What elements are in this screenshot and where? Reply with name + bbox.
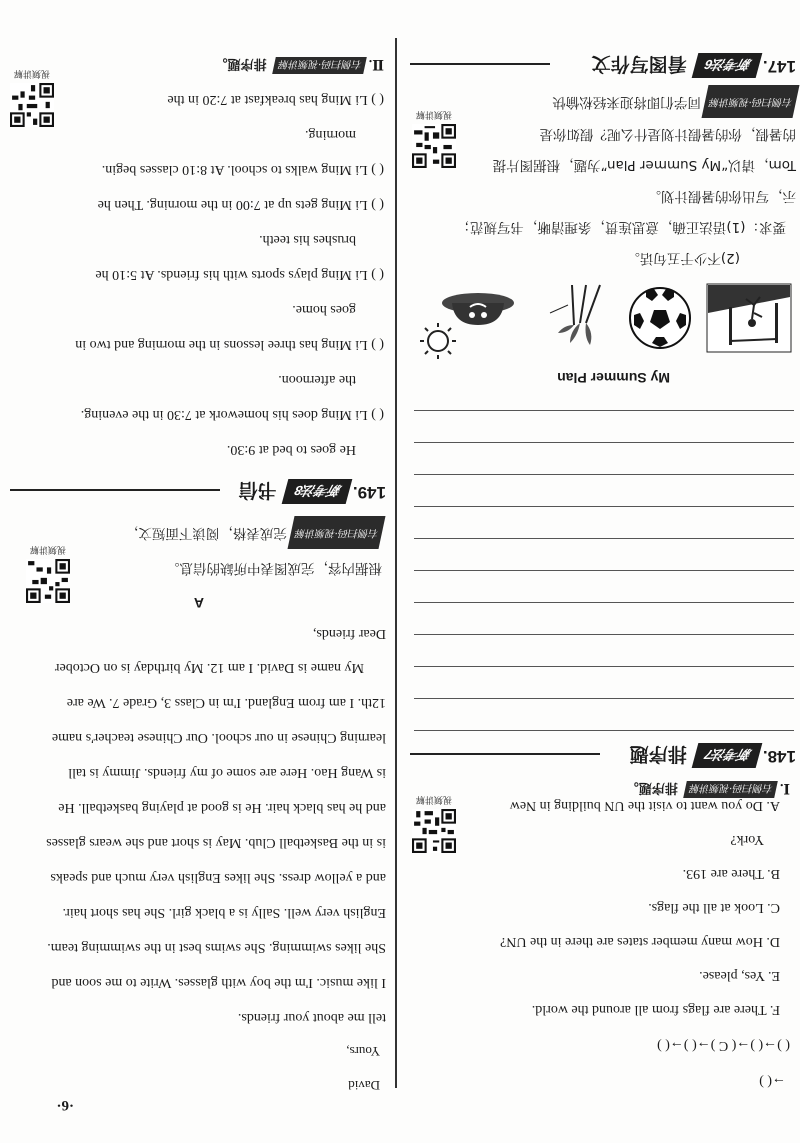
letter-line-10: I like music. I'm the boy with glasses. Write to me soon and: [51, 975, 386, 990]
letter-line-11: tell me about your friends.: [237, 1010, 386, 1025]
q147-heading-rule: [410, 63, 550, 65]
q149-number: 149.: [352, 483, 386, 502]
q149-qr-code[interactable]: [26, 544, 70, 603]
playground-icon: [706, 283, 792, 353]
q148-ii-item-4[interactable]: ( ) Li Ming has three lessons in the morning and two in: [75, 337, 384, 352]
q148-ii-item-3-cont: goes home.: [292, 302, 356, 317]
q148-qr-code[interactable]: [412, 794, 456, 853]
q148-title: 排序题: [629, 743, 687, 766]
qr-code-icon: [412, 809, 456, 853]
q147-prompt-line-4: 示，写出你的暑假计划。: [647, 188, 796, 204]
q148-item-c: C. Look at all the flags.: [648, 900, 780, 915]
letter-line-3: learning Chinese in our school. Our Chinese teacher's name: [51, 730, 386, 745]
writing-line[interactable]: [414, 602, 794, 603]
q148-ii-item-1[interactable]: ( ) Li Ming has breakfast at 7:20 in the: [167, 92, 384, 107]
column-divider: [396, 38, 398, 1088]
q148-ii-item-2[interactable]: ( ) Li Ming gets up at 7:00 in the morning. Then he: [97, 197, 384, 212]
q149-instruction-2: 根据内容，完成图表中所缺的信息。: [166, 560, 382, 576]
football-icon: [628, 283, 692, 353]
q148-ii-item-4-cont: the afternoon.: [278, 372, 356, 387]
q149-scan-label: 右侧扫码·视频讲解: [287, 516, 385, 549]
q147-title: 看图写作文: [591, 53, 687, 76]
q148-ii-qr-caption: 视频讲解: [14, 68, 51, 78]
q149-heading: [239, 477, 386, 507]
q147-tag: 新考法6: [691, 54, 762, 79]
q148-ii-qr-code[interactable]: [10, 68, 54, 127]
q147-qr-caption: 视频讲解: [416, 109, 453, 119]
q147-heading: [592, 51, 796, 81]
q148-part-i-title: 排序题。: [625, 780, 678, 795]
q148-part-ii-header: [214, 55, 384, 75]
letter-line-8: English very well. Sally is a black girl. She has short hair.: [62, 905, 386, 920]
football-picture: [628, 283, 692, 353]
kite-picture: [540, 283, 610, 353]
q148-item-d: D. How many member states are there in the UN?: [500, 934, 780, 949]
page-number: ·6·: [56, 1097, 74, 1113]
q148-tag: 新考法7: [691, 744, 762, 769]
q148-item-a-cont: York?: [730, 832, 764, 847]
q147-requirement-1: 要求：(1)语法正确，意思连贯，条理清晰，书写规范；: [456, 219, 786, 235]
letter-closing: Yours,: [346, 1044, 380, 1059]
q148-ii-item-5[interactable]: ( ) Li Ming does his homework at 7:30 in the evening.: [80, 407, 384, 422]
writing-line[interactable]: [414, 506, 794, 507]
q148-item-f: F. There are flags from all around the world.: [531, 1002, 780, 1017]
q148-part-ii-title: 排序题。: [214, 56, 267, 71]
q147-prompt-line-3: Tom，请以“My Summer Plan”为题，根据图片提: [492, 157, 796, 173]
q148-item-a: A. Do you want to visit the UN building in New: [509, 798, 780, 813]
q147-qr-code[interactable]: [412, 109, 456, 168]
q149-tag: 新考法8: [281, 480, 352, 505]
q148-ii-item-5-cont: He goes to bed at 9:30.: [226, 442, 356, 457]
q148-ii-item-3[interactable]: ( ) Li Ming plays sports with his friends. At 5:10 he: [95, 267, 384, 282]
letter-line-2: 12th. I am from England. I'm in Class 3, Grade 7. We are: [66, 695, 386, 710]
q148-heading: [630, 741, 796, 771]
q148-ii-scan-label: 右侧扫码·视频讲解: [272, 57, 367, 74]
q147-prompt-line-1: 右侧扫码·视频讲解同学们即将迎来轻松愉快: [552, 85, 796, 118]
q149-qr-caption: 视频讲解: [30, 544, 67, 554]
letter-line-7: and a yellow dress. She likes English very much and speaks: [50, 870, 386, 885]
q148-ii-item-1-cont: morning.: [305, 127, 356, 142]
q149-instruction-1: 右侧扫码·视频讲解完成表格，阅读下面短文，: [125, 516, 382, 549]
writing-line[interactable]: [414, 634, 794, 635]
essay-title: My Summer Plan: [557, 370, 670, 386]
writing-line[interactable]: [414, 410, 794, 411]
qr-code-icon: [10, 83, 54, 127]
q147-requirement-2: (2)不少于五句话。: [626, 250, 740, 266]
q148-scan-label: 右侧扫码·视频讲解: [683, 781, 778, 798]
q148-heading-rule: [410, 753, 600, 755]
q148-item-b: B. There are 193.: [682, 866, 780, 881]
letter-line-9: She likes swimming. She swims best in the swimming team.: [47, 940, 386, 955]
q148-item-e: E. Yes, please.: [699, 968, 780, 983]
q147-prompt-line-2: 的暑假，你的暑假计划是什么呢？假如你是: [539, 126, 796, 142]
letter-line-5: and he has black hair. He is good at playing basketball. He: [58, 800, 386, 815]
writing-line[interactable]: [414, 538, 794, 539]
q148-part-i-number: Ⅰ.: [779, 780, 790, 795]
letter-greeting: Dear friends,: [312, 626, 386, 641]
q148-ii-item-1b[interactable]: ( ) Li Ming walks to school. At 8:10 classes begin.: [101, 162, 384, 177]
passage-label: A: [193, 595, 204, 611]
q149-title: 书信: [238, 479, 277, 502]
sun-and-hat-icon: [408, 283, 518, 361]
writing-line[interactable]: [414, 698, 794, 699]
letter-line-1: My name is David. I am 12. My birthday is on October: [54, 660, 364, 675]
writing-line[interactable]: [414, 442, 794, 443]
letter-signature: David: [348, 1078, 380, 1093]
qr-code-icon: [412, 124, 456, 168]
sun-and-hat-picture: [408, 283, 518, 361]
writing-line[interactable]: [414, 666, 794, 667]
q148-part-i-header: [626, 779, 790, 799]
q148-ii-item-2-cont: brushes his teeth.: [259, 232, 356, 247]
letter-line-4: is Wang Hao. Here are some of my friends. Jimmy is tall: [68, 765, 386, 780]
letter-line-6: is in the Basketball Club. May is short and she wears glasses: [46, 835, 386, 850]
qr-code-icon: [26, 559, 70, 603]
q147-scan-label: 右侧扫码·视频讲解: [701, 85, 799, 118]
q149-heading-rule: [10, 489, 220, 491]
q148-number: 148.: [762, 747, 796, 766]
q147-number: 147.: [762, 57, 796, 76]
playground-picture: [706, 283, 792, 353]
writing-line[interactable]: [414, 474, 794, 475]
q148-answer-row-2[interactable]: →( ): [759, 1074, 786, 1089]
q148-qr-caption: 视频讲解: [416, 794, 453, 804]
q148-answer-row[interactable]: ( )→( )→( C )→( )→( ): [657, 1038, 790, 1053]
writing-line[interactable]: [414, 570, 794, 571]
q148-part-ii-number: Ⅱ.: [368, 56, 384, 71]
writing-line[interactable]: [414, 730, 794, 731]
kite-icon: [540, 283, 610, 353]
